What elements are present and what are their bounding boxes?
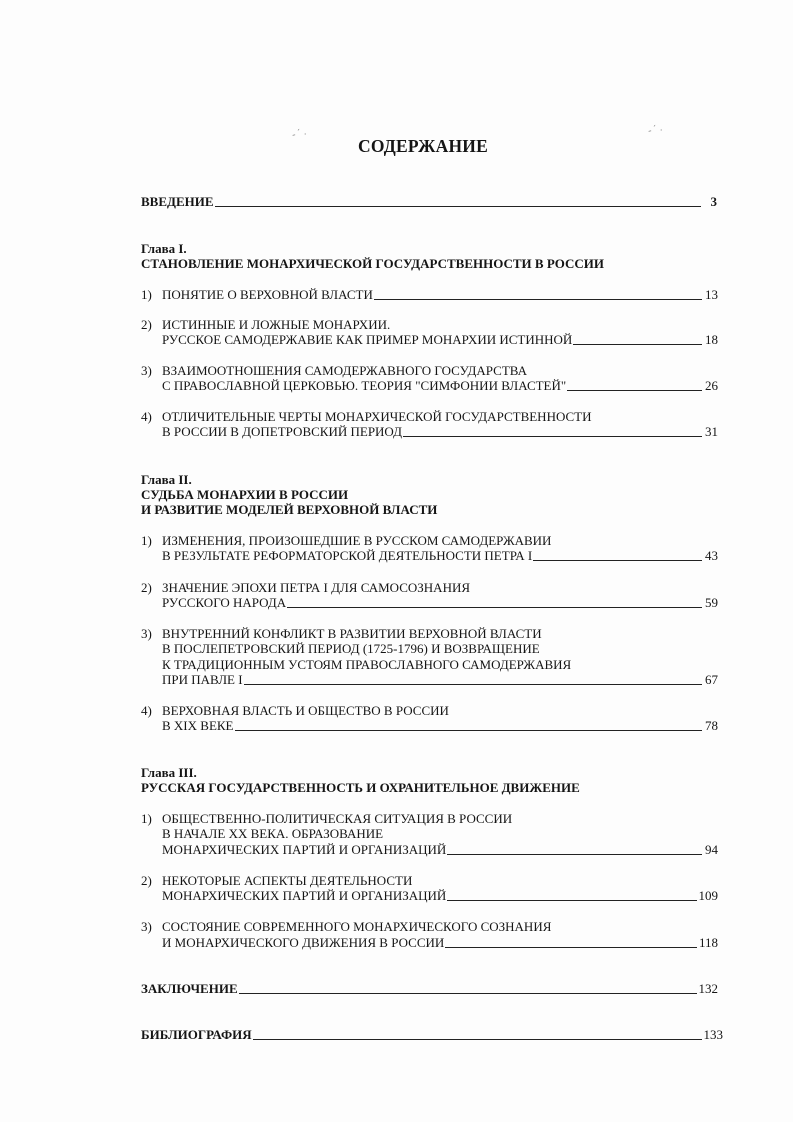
leader-line [253,1039,702,1040]
toc-label-line: ОТЛИЧИТЕЛЬНЫЕ ЧЕРТЫ МОНАРХИЧЕСКОЙ ГОСУДАРСТВЕННОСТИ [162,409,592,424]
toc-label-line: В ПОСЛЕПЕТРОВСКИЙ ПЕРИОД (1725-1796) И ВОЗВРАЩЕНИЕ [162,641,540,656]
leader-line [215,206,701,207]
toc-page: 78 [705,718,718,733]
toc-label: РУССКОЕ САМОДЕРЖАВИЕ КАК ПРИМЕР МОНАРХИИ ИСТИННОЙ [162,332,573,347]
toc-label: МОНАРХИЧЕСКИХ ПАРТИЙ И ОРГАНИЗАЦИЙ [162,842,447,857]
toc-entry-2-2[interactable] [162,595,718,611]
toc-label: ПРИ ПАВЛЕ I [162,672,243,687]
toc-entry-1-3[interactable] [162,378,718,394]
toc-entry-conclusion[interactable] [141,981,718,997]
leader-line [447,854,702,855]
toc-page: 43 [705,548,718,563]
leader-line [239,993,697,994]
chapter-2-heading: Глава II. СУДЬБА МОНАРХИИ В РОССИИ И РАЗВИТИЕ МОДЕЛЕЙ ВЕРХОВНОЙ ВЛАСТИ [141,472,438,517]
section-number: 4) [141,409,152,424]
toc-entry-2-4[interactable] [162,718,718,734]
toc-label: ПОНЯТИЕ О ВЕРХОВНОЙ ВЛАСТИ [162,287,373,302]
leader-line [374,299,702,300]
leader-line [447,900,696,901]
toc-page: 67 [705,672,718,687]
chapter-1-heading: Глава I. СТАНОВЛЕНИЕ МОНАРХИЧЕСКОЙ ГОСУДАРСТВЕННОСТИ В РОССИИ [141,241,604,271]
leader-line [403,436,702,437]
leader-line [567,390,702,391]
toc-entry-3-2[interactable] [162,888,718,904]
toc-label: В РОССИИ В ДОПЕТРОВСКИЙ ПЕРИОД [162,424,403,439]
toc-page: 3 [710,194,717,209]
toc-page: 133 [703,1027,723,1042]
toc-label: ЗАКЛЮЧЕНИЕ [141,981,238,996]
chapter-3-heading: Глава III. РУССКАЯ ГОСУДАРСТВЕННОСТЬ И ОХРАНИТЕЛЬНОЕ ДВИЖЕНИЕ [141,765,580,795]
leader-line [235,730,703,731]
toc-label-line: К ТРАДИЦИОННЫМ УСТОЯМ ПРАВОСЛАВНОГО САМОДЕРЖАВИЯ [162,657,572,672]
toc-page: 94 [705,842,718,857]
toc-page: 59 [705,595,718,610]
section-number: 1) [141,287,152,302]
leader-line [573,344,702,345]
section-number: 1) [141,811,152,826]
toc-label: БИБЛИОГРАФИЯ [141,1027,252,1042]
toc-page: 118 [698,935,718,950]
toc-label-line: ИСТИННЫЕ И ЛОЖНЫЕ МОНАРХИИ. [162,317,391,332]
toc-label: В XIX ВЕКЕ [162,718,234,733]
toc-label: И МОНАРХИЧЕСКОГО ДВИЖЕНИЯ В РОССИИ [162,935,445,950]
section-number: 4) [141,703,152,718]
toc-label-line: НЕКОТОРЫЕ АСПЕКТЫ ДЕЯТЕЛЬНОСТИ [162,873,413,888]
toc-label-line: ВЕРХОВНАЯ ВЛАСТЬ И ОБЩЕСТВО В РОССИИ [162,703,449,718]
toc-label-line: ВНУТРЕННИЙ КОНФЛИКТ В РАЗВИТИИ ВЕРХОВНОЙ ВЛАСТИ [162,626,542,641]
toc-entry-introduction[interactable] [141,194,717,210]
toc-entry-1-1[interactable] [162,287,718,303]
section-number: 2) [141,580,152,595]
toc-page: 26 [705,378,718,393]
toc-label: МОНАРХИЧЕСКИХ ПАРТИЙ И ОРГАНИЗАЦИЙ [162,888,447,903]
toc-label: РУССКОГО НАРОДА [162,595,287,610]
section-number: 2) [141,873,152,888]
leader-line [445,947,697,948]
section-number: 2) [141,317,152,332]
toc-label-line: ВЗАИМООТНОШЕНИЯ САМОДЕРЖАВНОГО ГОСУДАРСТВА [162,363,527,378]
section-number: 3) [141,626,152,641]
toc-page: 18 [705,332,718,347]
toc-page: 109 [698,888,718,903]
toc-entry-1-2[interactable] [162,332,718,348]
toc-label-line: ИЗМЕНЕНИЯ, ПРОИЗОШЕДШИЕ В РУССКОМ САМОДЕРЖАВИИ [162,533,552,548]
toc-label-line: ЗНАЧЕНИЕ ЭПОХИ ПЕТРА I ДЛЯ САМОСОЗНАНИЯ [162,580,471,595]
toc-label-line: В НАЧАЛЕ XX ВЕКА. ОБРАЗОВАНИЕ [162,826,384,841]
scan-speck: - ´ . [646,122,664,137]
leader-line [533,560,702,561]
toc-label: С ПРАВОСЛАВНОЙ ЦЕРКОВЬЮ. ТЕОРИЯ "СИМФОНИИ ВЛАСТЕЙ" [162,378,567,393]
toc-page: 13 [705,287,718,302]
section-number: 3) [141,919,152,934]
toc-label-line: СОСТОЯНИЕ СОВРЕМЕННОГО МОНАРХИЧЕСКОГО СОЗНАНИЯ [162,919,552,934]
toc-label: В РЕЗУЛЬТАТЕ РЕФОРМАТОРСКОЙ ДЕЯТЕЛЬНОСТИ ПЕТРА I [162,548,533,563]
leader-line [244,684,702,685]
toc-page: 132 [698,981,718,996]
section-number: 1) [141,533,152,548]
toc-entry-2-3[interactable] [162,672,718,688]
section-number: 3) [141,363,152,378]
toc-entry-bibliography[interactable] [141,1027,723,1043]
toc-entry-3-1[interactable] [162,842,718,858]
toc-label-line: ОБЩЕСТВЕННО-ПОЛИТИЧЕСКАЯ СИТУАЦИЯ В РОССИИ [162,811,513,826]
leader-line [287,607,702,608]
toc-entry-2-1[interactable] [162,548,718,564]
toc-entry-1-4[interactable] [162,424,718,440]
toc-label: ВВЕДЕНИЕ [141,194,214,209]
toc-entry-3-3[interactable] [162,935,718,951]
page-title: СОДЕРЖАНИЕ [357,136,488,156]
toc-page: 31 [705,424,718,439]
scan-speck: - ´ . [290,126,308,141]
